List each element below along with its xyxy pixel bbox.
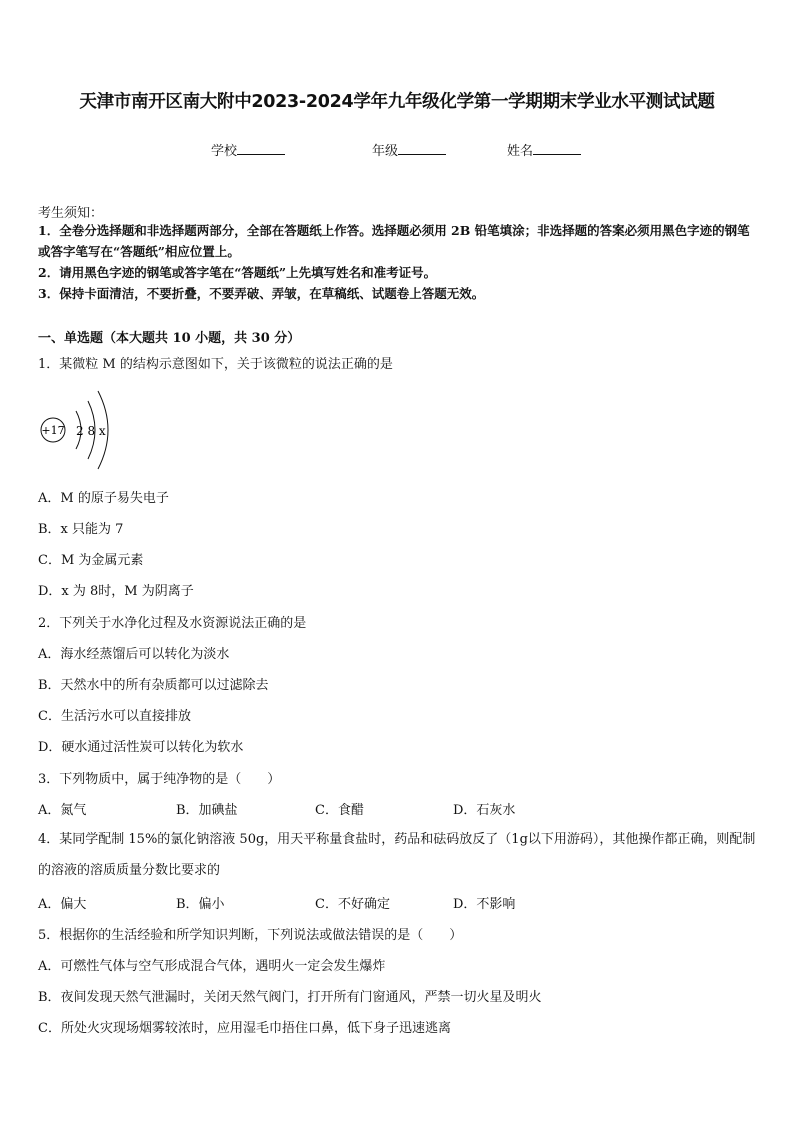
- school-label: 学校: [211, 144, 238, 159]
- question-5-option-a: A．可燃性气体与空气形成混合气体，遇明火一定会发生爆炸: [38, 959, 386, 974]
- question-5-option-b: B．夜间发现天然气泄漏时，关闭天然气阀门，打开所有门窗通风，严禁一切火星及明火: [38, 990, 542, 1005]
- question-4-stem: 4．某同学配制 15%的氯化钠溶液 50g，用天平称量食盐时，药品和砝码放反了（1g以下用游码），其他操作都正确，则配制的溶液的溶质质量分数比要求的: [38, 832, 756, 878]
- question-2-option-c: C．生活污水可以直接排放: [38, 709, 191, 724]
- name-label: 姓名: [507, 144, 534, 159]
- school-field: [211, 140, 285, 159]
- question-1-option-c: C．M 为金属元素: [38, 553, 144, 568]
- notice-item-1: 1．全卷分选择题和非选择题两部分，全部在答题纸上作答。选择题必须用 2B 铅笔填涂；非选择题的答案必须用黑色字迹的钢笔或答字笔写在“答题纸”相应位置上。: [38, 223, 750, 259]
- grade-field: [372, 140, 446, 159]
- question-2-option-b: B．天然水中的所有杂质都可以过滤除去: [38, 678, 269, 693]
- question-5-stem: 5．根据你的生活经验和所学知识判断，下列说法或做法错误的是（ ）: [38, 928, 463, 943]
- school-blank: [237, 142, 285, 155]
- question-4-option-c: C．不好确定: [315, 897, 390, 912]
- question-4-option-b: B．偏小: [176, 897, 225, 912]
- notice-heading: 考生须知：: [38, 206, 104, 221]
- page-title: 天津市南开区南大附中2023-2024学年九年级化学第一学期期末学业水平测试试题: [79, 92, 715, 112]
- notice-item-3: 3．保持卡面清洁，不要折叠，不要弄破、弄皱，在草稿纸、试题卷上答题无效。: [38, 286, 485, 301]
- question-1-option-d: D．x 为 8时，M 为阴离子: [38, 584, 194, 599]
- question-3-stem: 3．下列物质中，属于纯净物的是（ ）: [38, 772, 281, 787]
- question-2-option-d: D．硬水通过活性炭可以转化为软水: [38, 740, 244, 755]
- grade-blank: [398, 142, 446, 155]
- question-1-option-b: B．x 只能为 7: [38, 522, 124, 537]
- question-4-option-a: A．偏大: [38, 897, 87, 912]
- question-3-option-b: B．加碘盐: [176, 803, 238, 818]
- question-4-option-d: D．不影响: [453, 897, 516, 912]
- name-blank: [533, 142, 581, 155]
- question-5-option-c: C．所处火灾现场烟雾较浓时，应用湿毛巾捂住口鼻，低下身子迅速逃离: [38, 1021, 451, 1036]
- question-1-stem: 1．某微粒 M 的结构示意图如下，关于该微粒的说法正确的是: [38, 357, 393, 372]
- question-3-option-a: A．氮气: [38, 803, 87, 818]
- name-field: [507, 140, 581, 159]
- question-3-option-d: D．石灰水: [453, 803, 516, 818]
- section-heading: 一、单选题（本大题共 10 小题，共 30 分）: [38, 331, 301, 346]
- question-1-option-a: A．M 的原子易失电子: [38, 491, 169, 506]
- nucleus-charge: +17: [41, 424, 65, 437]
- grade-label: 年级: [372, 144, 399, 159]
- notice-item-2: 2．请用黑色字迹的钢笔或答字笔在“答题纸”上先填写姓名和准考证号。: [38, 265, 437, 280]
- atom-structure-diagram: [38, 385, 118, 475]
- shell-electrons: 2 8 x: [76, 424, 106, 438]
- question-3-option-c: C．食醋: [315, 803, 364, 818]
- question-2-option-a: A．海水经蒸馏后可以转化为淡水: [38, 647, 230, 662]
- question-2-stem: 2．下列关于水净化过程及水资源说法正确的是: [38, 616, 307, 631]
